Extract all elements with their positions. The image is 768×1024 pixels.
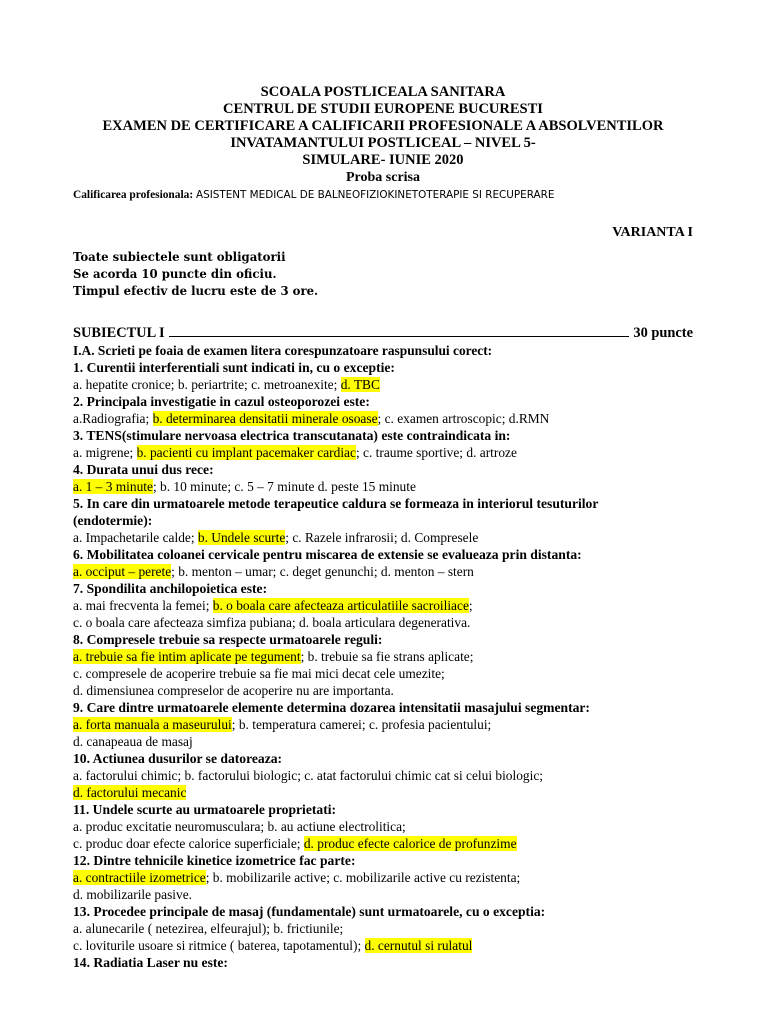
correct-answer-highlight: b. o boala care afecteaza articulatiile sacroiliace xyxy=(212,598,469,613)
answer-option-text: d. canapeaua de masaj xyxy=(73,734,193,749)
instruction-prefix: I.A. xyxy=(73,343,95,358)
question-text: 9. Care dintre urmatoarele elemente determina dozarea intensitatii masajului segmentar: xyxy=(73,700,590,715)
correct-answer-highlight: d. factorului mecanic xyxy=(73,785,187,800)
question-item xyxy=(73,954,693,971)
exam-document xyxy=(73,84,693,971)
rule-line: Timpul efectiv de lucru este de 3 ore. xyxy=(73,284,319,298)
correct-answer-highlight: a. forta manuala a maseurului xyxy=(73,717,232,732)
question-text: 14. Radiatia Laser nu este: xyxy=(73,955,228,970)
school-name: SCOALA POSTLICEALA SANITARA xyxy=(260,84,506,100)
question-item xyxy=(73,699,693,750)
answer-option-text: a. Impachetarile calde; xyxy=(73,530,198,545)
answer-option-text: a. produc excitatie neuromusculara; b. au actiune electrolitica; xyxy=(73,819,406,834)
questions-list xyxy=(73,359,693,971)
answer-option-text: ; c. examen artroscopic; d.RMN xyxy=(377,411,550,426)
question-item xyxy=(73,580,693,631)
variant-label: VARIANTA I xyxy=(612,225,693,240)
answer-options-line xyxy=(73,376,693,393)
answer-options-line xyxy=(73,563,693,580)
answer-option-text: a. factorului chimic; b. factorului biologic; c. atat factorului chimic cat si celui biologic; xyxy=(73,768,543,783)
question-item xyxy=(73,546,693,580)
correct-answer-highlight: b. pacienti cu implant pacemaker cardiac xyxy=(136,445,356,460)
subject-points: 30 puncte xyxy=(633,325,693,341)
answer-option-text: ; b. temperatura camerei; c. profesia pacientului; xyxy=(231,717,492,732)
subject-heading xyxy=(73,324,693,342)
answer-option-text: ; b. 10 minute; c. 5 – 7 minute d. peste 15 minute xyxy=(152,479,416,494)
question-text-continued: (endotermie): xyxy=(73,513,153,528)
question-text: 13. Procedee principale de masaj (fundamentale) sunt urmatoarele, cu o exceptia: xyxy=(73,904,546,919)
question-item xyxy=(73,495,693,546)
answer-option-text: a. alunecarile ( netezirea, elfeurajul); b. frictiunile; xyxy=(73,921,344,936)
answer-option-text: a. migrene; xyxy=(73,445,137,460)
correct-answer-highlight: b. determinarea densitatii minerale osoase xyxy=(152,411,378,426)
answer-option-text: c. compresele de acoperire trebuie sa fie mai mici decat cele umezite; xyxy=(73,666,445,681)
question-text: 11. Undele scurte au urmatoarele proprietati: xyxy=(73,802,337,817)
answer-options-line xyxy=(73,444,693,461)
question-item xyxy=(73,461,693,495)
rule-line: Toate subiectele sunt obligatorii xyxy=(73,250,286,264)
question-item xyxy=(73,393,693,427)
correct-answer-highlight: d. TBC xyxy=(340,377,380,392)
center-name: CENTRUL DE STUDII EUROPENE BUCURESTI xyxy=(223,101,543,117)
answer-option-text: a. mai frecventa la femei; xyxy=(73,598,213,613)
answer-options-line xyxy=(73,665,693,682)
question-text: 8. Compresele trebuie sa respecte urmatoarele reguli: xyxy=(73,632,383,647)
question-text: 12. Dintre tehnicile kinetice izometrice fac parte: xyxy=(73,853,356,868)
subject-title: SUBIECTUL I xyxy=(73,325,165,341)
correct-answer-highlight: a. contractiile izometrice xyxy=(73,870,206,885)
answer-option-text: c. produc doar efecte calorice superficiale; xyxy=(73,836,304,851)
answer-option-text: ; b. menton – umar; c. deget genunchi; d. menton – stern xyxy=(171,564,474,579)
correct-answer-highlight: a. 1 – 3 minute xyxy=(73,479,153,494)
answer-option-text: ; b. trebuie sa fie strans aplicate; xyxy=(300,649,474,664)
question-text: 10. Actiunea dusurilor se datoreaza: xyxy=(73,751,283,766)
question-text: 1. Curentii interferentiali sunt indicati in, cu o exceptie: xyxy=(73,360,395,375)
correct-answer-highlight: a. trebuie sa fie intim aplicate pe tegument xyxy=(73,649,301,664)
answer-option-text: ; c. Razele infrarosii; d. Compresele xyxy=(285,530,479,545)
answer-option-text: a. hepatite cronice; b. periartrite; c. metroanexite; xyxy=(73,377,341,392)
answer-options-line xyxy=(73,648,693,665)
question-item xyxy=(73,801,693,852)
test-type: Proba scrisa xyxy=(345,170,420,185)
question-item xyxy=(73,750,693,801)
session-title: SIMULARE- IUNIE 2020 xyxy=(302,152,464,168)
answer-options-line xyxy=(73,835,693,852)
answer-options-line xyxy=(73,767,693,784)
answer-options-line xyxy=(73,716,693,733)
question-item xyxy=(73,359,693,393)
qualification-label: Calificarea profesionala: xyxy=(73,189,194,201)
answer-options-line xyxy=(73,818,693,835)
answer-options-line xyxy=(73,733,693,750)
answer-option-text: c. o boala care afecteaza simfiza pubiana; d. boala articulara degenerativa. xyxy=(73,615,471,630)
question-item xyxy=(73,903,693,954)
answer-options-line xyxy=(73,529,693,546)
question-text: 6. Mobilitatea coloanei cervicale pentru miscarea de extensie se evalueaza prin distanta: xyxy=(73,547,582,562)
correct-answer-highlight: d. cernutul si rulatul xyxy=(364,938,473,953)
exam-title-line2: INVATAMANTULUI POSTLICEAL – NIVEL 5- xyxy=(230,135,536,151)
question-item xyxy=(73,427,693,461)
answer-options-line xyxy=(73,410,693,427)
rules-block xyxy=(73,249,693,300)
correct-answer-highlight: b. Undele scurte xyxy=(197,530,286,545)
question-item xyxy=(73,852,693,903)
answer-options-line xyxy=(73,784,693,801)
correct-answer-highlight: a. occiput – perete xyxy=(73,564,172,579)
rule-line: Se acorda 10 puncte din oficiu. xyxy=(73,267,277,281)
answer-options-line xyxy=(73,886,693,903)
instruction-text: Scrieti pe foaia de examen litera corespunzatoare raspunsului corect: xyxy=(94,343,493,358)
subject-underline xyxy=(169,324,630,337)
answer-option-text: c. loviturile usoare si ritmice ( baterea, tapotamentul); xyxy=(73,938,365,953)
answer-options-line xyxy=(73,920,693,937)
answer-option-text: d. mobilizarile pasive. xyxy=(73,887,192,902)
question-text: 4. Durata unui dus rece: xyxy=(73,462,214,477)
instruction-line xyxy=(73,342,693,359)
qualification-line xyxy=(73,187,693,203)
answer-options-line xyxy=(73,682,693,699)
exam-title-line1: EXAMEN DE CERTIFICARE A CALIFICARII PROFESIONALE A ABSOLVENTILOR xyxy=(102,118,664,134)
answer-options-line xyxy=(73,478,693,495)
question-text: 5. In care din urmatoarele metode terapeutice caldura se formeaza in interiorul tesuturilor xyxy=(73,496,599,511)
qualification-value: ASISTENT MEDICAL DE BALNEOFIZIOKINETOTERAPIE SI RECUPERARE xyxy=(195,189,555,201)
answer-option-text: ; b. mobilizarile active; c. mobilizarile active cu rezistenta; xyxy=(205,870,521,885)
answer-options-line xyxy=(73,597,693,614)
question-text: 3. TENS(stimulare nervoasa electrica transcutanata) este contraindicata in: xyxy=(73,428,511,443)
question-text: 2. Principala investigatie in cazul osteoporozei este: xyxy=(73,394,370,409)
question-text: 7. Spondilita anchilopoietica este: xyxy=(73,581,268,596)
answer-option-text: ; xyxy=(468,598,473,613)
answer-options-line xyxy=(73,614,693,631)
correct-answer-highlight: d. produc efecte calorice de profunzime xyxy=(303,836,517,851)
answer-options-line xyxy=(73,937,693,954)
answer-option-text: d. dimensiunea compreselor de acoperire nu are importanta. xyxy=(73,683,394,698)
answer-option-text: ; c. traume sportive; d. artroze xyxy=(355,445,517,460)
question-item xyxy=(73,631,693,699)
answer-options-line xyxy=(73,869,693,886)
answer-option-text: a.Radiografia; xyxy=(73,411,153,426)
